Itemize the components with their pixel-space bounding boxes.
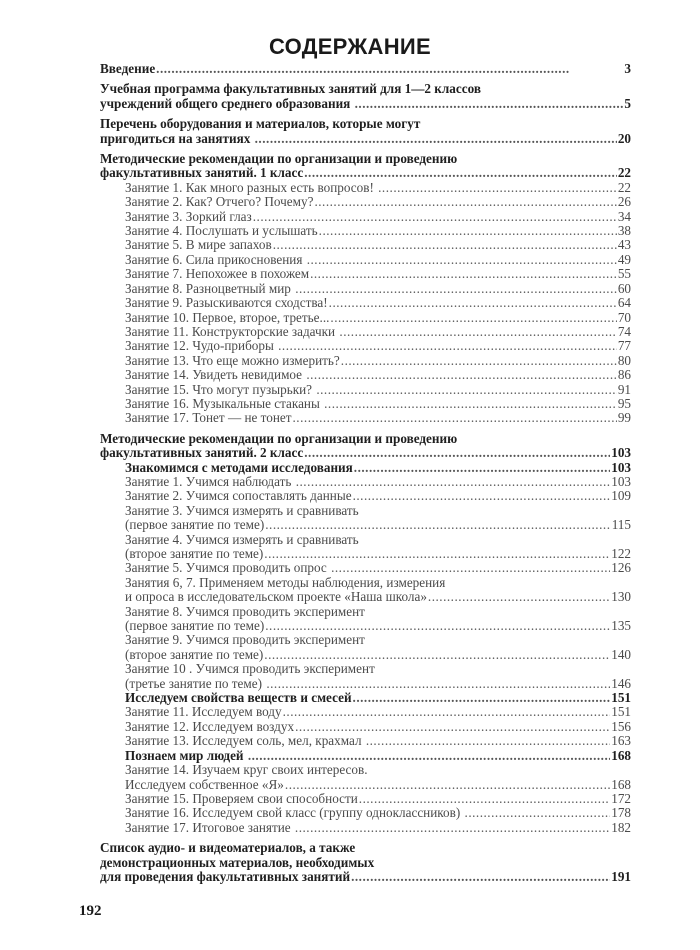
entry-title-line: Занятие 4. Учимся измерять и сравнивать [125,531,359,547]
toc-lesson[interactable] [125,705,631,719]
dot-leader [295,821,610,835]
dot-leader [304,166,617,180]
entry-title-line: Занятие 8. Учимся проводить эксперимент [125,603,365,619]
toc-lesson[interactable] [125,354,631,368]
entry-title: Занятие 6. Сила прикосновения [125,251,306,267]
page-number: 146 [611,675,631,691]
entry-title: (второе занятие по теме) [125,646,264,662]
entry-title: Введение [100,61,156,76]
toc-entry-equipment[interactable] [100,117,631,146]
entry-title: Занятие 17. Тонет — не тонет [125,410,292,426]
dot-leader [354,461,610,475]
dot-leader [331,561,610,575]
entry-title-line: Занятие 9. Учимся проводить эксперимент [125,632,365,648]
toc-lesson[interactable] [125,210,631,224]
dot-leader [330,311,616,325]
dot-leader [306,368,616,382]
entry-title: Занятие 1. Как много разных есть вопросов! [125,179,378,195]
entry-title: пригодиться на занятиях [100,130,254,146]
dot-leader [307,253,617,267]
dot-leader [295,282,617,296]
toc-lesson[interactable] [125,806,631,820]
page-folio-number: 192 [79,903,102,919]
toc-entry-intro[interactable] [100,62,631,76]
entry-title: Исследуем свойства веществ и смесей [125,690,352,706]
entry-title: Занятие 15. Проверяем свои способности [125,790,358,806]
dot-leader [319,224,617,238]
entry-title: (первое занятие по теме) [125,517,265,533]
toc-lesson[interactable] [125,253,631,267]
entry-title-line: Учебная программа факультативных занятий для 1—2 классов [100,81,481,97]
toc-subsection-methods[interactable] [125,461,631,475]
page-number: 95 [617,395,631,411]
dot-leader [285,778,610,792]
section-title-line: Методические рекомендации по организации и проведению [100,151,458,167]
dot-leader [353,489,611,503]
page-number: 103 [611,473,631,489]
page-number: 135 [611,618,631,634]
entry-title: для проведения факультативных занятий [100,868,351,884]
entry-title: Занятие 15. Что могут пузырьки? [125,381,316,397]
toc-lesson[interactable] [125,504,631,533]
toc-lesson[interactable] [125,238,631,252]
dot-leader [265,619,610,633]
page-number: 172 [611,790,631,806]
page-number: 178 [611,805,631,821]
dot-leader [353,691,611,705]
page-number: 156 [611,718,631,734]
dot-leader [266,677,610,691]
dot-leader [355,97,624,111]
entry-title: Занятие 5. В мире запахов [125,237,272,253]
dot-leader [283,705,611,719]
dot-leader [293,411,617,425]
page-number: 34 [617,208,631,224]
dot-leader [248,749,610,763]
dot-leader [359,792,610,806]
entry-title-line: Перечень оборудования и материалов, которые могут [100,116,421,132]
toc-lesson[interactable] [125,489,631,503]
toc-subsection-substances[interactable] [125,691,631,705]
entry-title: Занятие 2. Как? Отчего? Почему? [125,194,314,210]
entry-title: Занятие 10. Первое, второе, третье... [125,309,330,325]
entry-title: Занятие 9. Разыскиваются сходства! [125,295,328,311]
dot-leader [264,648,610,662]
dot-leader [329,296,617,310]
toc-lesson[interactable] [125,383,631,397]
page-number: 3 [624,61,631,76]
toc-lesson[interactable] [125,267,631,281]
entry-title-line: Занятие 10 . Учимся проводить эксперимент [125,661,375,677]
page-number: 80 [617,352,631,368]
page-number: 103 [611,445,631,461]
toc-subsection-people[interactable] [125,749,631,763]
entry-title: Занятие 11. Конструкторские задачки [125,323,339,339]
entry-title: Занятие 2. Учимся сопоставлять данные [125,488,352,504]
dot-leader [296,475,611,489]
toc-lesson[interactable] [125,397,631,411]
toc-lesson[interactable] [125,533,631,562]
dot-leader [273,238,617,252]
page-number: 168 [611,747,631,763]
page-title: СОДЕРЖАНИЕ [268,34,432,59]
toc-lesson[interactable] [125,195,631,209]
toc-lesson[interactable] [125,475,631,489]
page-number: 126 [611,560,631,576]
grade1-lesson-list [100,181,631,426]
page-number: 99 [617,410,631,426]
entry-title: Занятие 16. Музыкальные стаканы [125,395,324,411]
entry-title-line: Занятие 14. Изучаем круг своих интересов. [125,762,368,778]
page-number: 64 [617,295,631,311]
page-number: 151 [611,704,631,720]
page-number: 109 [611,488,631,504]
page-number: 5 [624,95,631,111]
toc-entry-grade1[interactable] [100,166,631,180]
toc-lesson[interactable] [125,296,631,310]
entry-title: Занятие 17. Итоговое занятие [125,819,294,835]
entry-title: Занятие 7. Непохожее в похожем [125,266,310,282]
entry-title: Занятие 11. Исследуем воду [125,704,282,720]
dot-leader [378,181,617,195]
dot-leader [310,267,617,281]
page-number: 22 [617,165,631,181]
entry-title: Знакомимся с методами исследования [125,459,353,475]
entry-title: Занятие 13. Что еще можно измерить? [125,352,340,368]
page-number: 55 [617,266,631,282]
dot-leader [278,339,617,353]
page-number: 49 [617,251,631,267]
page-number: 115 [611,517,631,533]
page-number: 182 [611,819,631,835]
dot-leader [156,62,623,76]
entry-title: и опроса в исследовательском проекте «Наша школа» [125,589,427,605]
page-number: 86 [617,367,631,383]
page-number: 163 [611,733,631,749]
entry-title: факультативных занятий. 2 класс [100,445,304,461]
toc-lesson[interactable] [125,282,631,296]
page-number: 130 [611,589,631,605]
dot-leader [265,518,610,532]
entry-title: (первое занятие по теме) [125,618,265,634]
page-number: 20 [617,130,631,146]
toc-lesson[interactable] [125,734,631,748]
page-number: 43 [617,237,631,253]
entry-title: Занятие 12. Чудо-приборы [125,338,278,354]
toc-entry-program[interactable] [100,82,631,111]
dot-leader [324,397,617,411]
entry-title: Занятие 3. Зоркий глаз [125,208,252,224]
toc-lesson[interactable] [125,368,631,382]
page-number: 140 [611,646,631,662]
entry-title-line: Занятия 6, 7. Применяем методы наблюдения, измерения [125,574,446,590]
table-of-contents [100,62,631,890]
toc-lesson[interactable] [125,576,631,605]
page-number: 60 [617,280,631,296]
toc-lesson[interactable] [125,605,631,634]
dot-leader [314,195,616,209]
page-number: 91 [617,381,631,397]
section-title-line: Методические рекомендации по организации и проведению [100,430,458,446]
entry-title: факультативных занятий. 1 класс [100,165,304,181]
page-number: 38 [617,223,631,239]
toc-lesson[interactable] [125,224,631,238]
entry-title: учреждений общего среднего образования [100,95,354,111]
toc-lesson[interactable] [125,325,631,339]
toc-lesson[interactable] [125,792,631,806]
toc-lesson[interactable] [125,339,631,353]
toc-lesson[interactable] [125,311,631,325]
entry-title: (второе занятие по теме) [125,546,264,561]
dot-leader [465,806,611,820]
entry-title: Занятие 4. Послушать и услышать [125,223,318,239]
dot-leader [339,325,616,339]
page-number: 70 [617,309,631,325]
dot-leader [428,590,610,604]
toc-section-grade1 [100,152,631,426]
page-number: 151 [611,690,631,706]
entry-title: Занятие 16. Исследуем свой класс (группу одноклассников) [125,805,464,821]
page-number: 26 [617,194,631,210]
page-number: 168 [611,776,631,792]
toc-lesson[interactable] [125,662,631,691]
entry-title: Познаем мир людей [125,747,247,763]
entry-title-line: Занятие 3. Учимся измерять и сравнивать [125,502,359,518]
page-number: 122 [611,546,631,561]
toc-lesson[interactable] [125,411,631,425]
page-number: 74 [617,323,631,339]
dot-leader [255,132,617,146]
toc-lesson[interactable] [125,763,631,792]
entry-title: Занятие 5. Учимся проводить опрос [125,560,331,576]
dot-leader [341,354,617,368]
entry-title-line: Список аудио- и видеоматериалов, а также [100,840,356,856]
dot-leader [295,720,610,734]
entry-title: Занятие 14. Увидеть невидимое [125,367,306,383]
entry-title: Занятие 8. Разноцветный мир [125,280,295,296]
page-number: 103 [611,459,631,475]
page-number: 22 [617,179,631,195]
dot-leader [316,383,616,397]
page-number: 77 [617,338,631,354]
toc-lesson[interactable] [125,561,631,575]
entry-title: Занятие 1. Учимся наблюдать [125,473,295,489]
entry-title: Занятие 12. Исследуем воздух [125,718,295,734]
dot-leader [253,210,617,224]
dot-leader [264,547,610,561]
dot-leader [351,870,610,884]
entry-title: (третье занятие по теме) [125,675,266,691]
toc-lesson[interactable] [125,633,631,662]
toc-section-grade2 [100,432,631,835]
entry-title-line: демонстрационных материалов, необходимых [100,854,375,870]
dot-leader [304,446,610,460]
entry-title: Занятие 13. Исследуем соль, мел, крахмал [125,733,365,749]
page-number: 191 [611,868,631,884]
toc-entry-grade2[interactable] [100,446,631,460]
toc-lesson[interactable] [125,821,631,835]
toc-lesson[interactable] [125,181,631,195]
toc-entry-media[interactable] [100,841,631,884]
toc-lesson[interactable] [125,720,631,734]
dot-leader [366,734,610,748]
entry-title: Исследуем собственное «Я» [125,776,284,792]
